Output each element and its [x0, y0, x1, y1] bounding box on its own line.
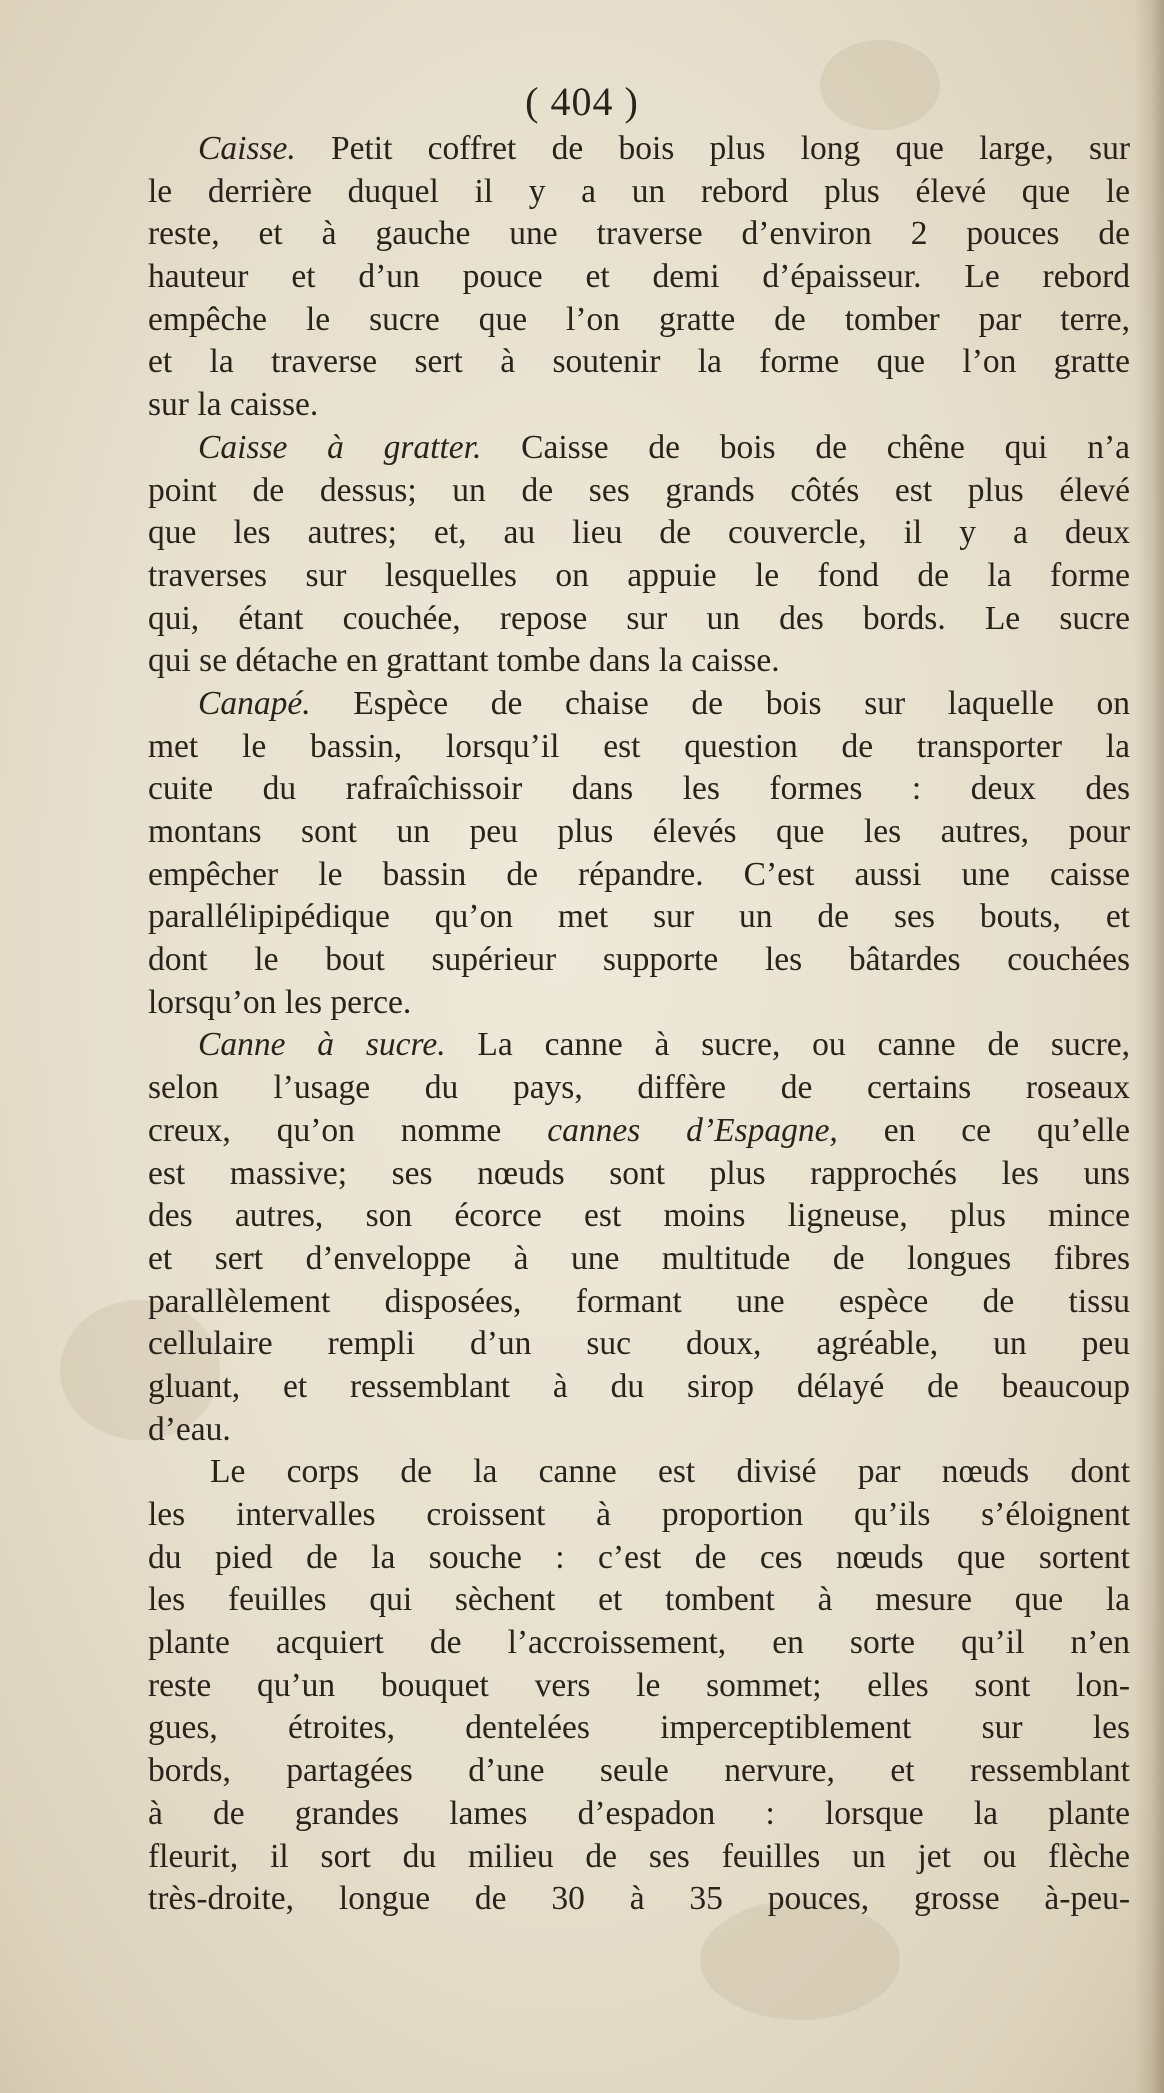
term-heading: Caisse à gratter. — [198, 428, 482, 466]
text-line — [148, 1793, 1130, 1836]
body-text — [148, 128, 1130, 1921]
text-segment: dont le bout supérieur supporte les bâtardes couchées — [148, 941, 1130, 979]
text-line — [148, 171, 1130, 214]
text-line — [148, 1281, 1130, 1324]
text-segment: met le bassin, lorsqu’il est question de transporter la — [148, 727, 1130, 765]
text-line — [148, 1537, 1130, 1580]
text-line — [148, 1366, 1130, 1409]
text-segment: plante acquiert de l’accroissement, en sorte qu’il n’en — [148, 1624, 1130, 1662]
text-line — [148, 768, 1130, 811]
term-heading: cannes d’Espagne, — [547, 1111, 838, 1149]
text-line — [148, 683, 1130, 726]
text-line — [148, 811, 1130, 854]
text-segment: gues, étroites, dentelées imperceptiblement sur les — [148, 1709, 1130, 1747]
text-segment: lorsqu’on les perce. — [148, 983, 412, 1021]
text-segment: très-droite, longue de 30 à 35 pouces, grosse à-peu- — [148, 1880, 1130, 1918]
text-line — [148, 470, 1130, 513]
text-line — [148, 512, 1130, 555]
text-segment: à de grandes lames d’espadon : lorsque la plante — [148, 1794, 1130, 1832]
text-line — [148, 384, 1130, 427]
text-segment: les intervalles croissent à proportion qu’ils s’éloignent — [148, 1496, 1130, 1533]
text-line — [148, 427, 1130, 470]
text-segment: reste, et à gauche une traverse d’environ 2 pouces de — [148, 215, 1130, 253]
text-line — [148, 1409, 1130, 1452]
text-segment: qui se détache en grattant tombe dans la caisse. — [148, 642, 780, 680]
text-segment: qui, étant couchée, repose sur un des bords. Le sucre — [148, 599, 1130, 637]
text-segment: parallèlement disposées, formant une espèce de tissu — [148, 1282, 1130, 1320]
text-segment: que les autres; et, au lieu de couvercle, il y a deux — [148, 514, 1130, 552]
text-segment: et la traverse sert à soutenir la forme que l’on gratte — [148, 343, 1130, 381]
page-number: ( 404 ) — [525, 79, 639, 124]
text-segment: les feuilles qui sèchent et tombent à mesure que la — [148, 1581, 1130, 1619]
text-segment: en ce qu’elle — [837, 1111, 1130, 1149]
text-line — [148, 555, 1130, 598]
text-line — [148, 939, 1130, 982]
text-segment: sur la caisse. — [148, 386, 319, 424]
term-heading: Canne à sucre. — [198, 1026, 446, 1064]
text-segment: gluant, et ressemblant à du sirop délayé de beaucoup — [148, 1367, 1130, 1405]
term-heading: Caisse. — [198, 130, 296, 167]
text-segment: empêcher le bassin de répandre. C’est aussi une caisse — [148, 855, 1130, 893]
text-segment: montans sont un peu plus élevés que les autres, pour — [148, 813, 1130, 850]
text-line — [148, 1707, 1130, 1750]
text-line — [148, 1238, 1130, 1281]
text-segment: le derrière duquel il y a un rebord plus élevé que le — [148, 172, 1130, 210]
text-line — [148, 1836, 1130, 1879]
text-segment: La canne à sucre, ou canne de sucre, — [445, 1026, 1130, 1064]
text-line — [148, 1323, 1130, 1366]
text-segment: Le corps de la canne est divisé par nœuds dont — [210, 1453, 1130, 1491]
text-line — [148, 1579, 1130, 1622]
text-line — [148, 1195, 1130, 1238]
text-segment: des autres, son écorce est moins ligneuse, plus mince — [148, 1197, 1130, 1235]
text-line — [148, 213, 1130, 256]
text-segment: creux, qu’on nomme — [148, 1111, 548, 1149]
text-segment: fleurit, il sort du milieu de ses feuilles un jet ou flèche — [148, 1837, 1130, 1875]
text-line — [148, 598, 1130, 641]
text-segment: du pied de la souche : c’est de ces nœuds que sortent — [148, 1538, 1130, 1576]
text-segment: Caisse de bois de chêne qui n’a — [481, 428, 1130, 466]
text-line — [148, 1878, 1130, 1921]
term-heading: Canapé. — [198, 684, 311, 722]
text-line — [148, 1067, 1130, 1110]
text-segment: point de dessus; un de ses grands côtés est plus élevé — [148, 471, 1130, 509]
text-segment: empêche le sucre que l’on gratte de tomber par terre, — [148, 300, 1130, 338]
text-line — [148, 640, 1130, 683]
text-segment: traverses sur lesquelles on appuie le fond de la forme — [148, 556, 1130, 594]
text-line — [148, 1110, 1130, 1153]
text-segment: bords, partagées d’une seule nervure, et ressemblant — [148, 1752, 1130, 1790]
text-segment: selon l’usage du pays, diffère de certains roseaux — [148, 1069, 1130, 1107]
text-line — [148, 1153, 1130, 1196]
text-segment: cuite du rafraîchissoir dans les formes : deux des — [148, 770, 1130, 808]
text-line — [148, 726, 1130, 769]
text-line — [148, 128, 1130, 171]
text-line — [148, 1451, 1130, 1494]
text-line — [148, 1622, 1130, 1665]
text-segment: reste qu’un bouquet vers le sommet; elles sont lon- — [148, 1666, 1130, 1704]
text-segment: et sert d’enveloppe à une multitude de longues fibres — [148, 1239, 1130, 1277]
text-line — [148, 982, 1130, 1025]
text-segment: d’eau. — [148, 1410, 231, 1448]
text-line — [148, 1750, 1130, 1793]
text-segment: hauteur et d’un pouce et demi d’épaisseur. Le rebord — [148, 258, 1130, 296]
text-segment: Petit coffret de bois plus long que large, sur — [295, 130, 1130, 167]
text-line — [148, 854, 1130, 897]
text-segment: parallélipipédique qu’on met sur un de ses bouts, et — [148, 898, 1130, 936]
text-line — [148, 341, 1130, 384]
text-line — [148, 1024, 1130, 1067]
text-line — [148, 896, 1130, 939]
text-line — [148, 1494, 1130, 1537]
text-segment: est massive; ses nœuds sont plus rapprochés les uns — [148, 1154, 1130, 1192]
page-edge-shadow — [1134, 0, 1164, 2093]
text-line — [148, 299, 1130, 342]
text-line — [148, 256, 1130, 299]
text-segment: cellulaire rempli d’un suc doux, agréable, un peu — [148, 1325, 1130, 1363]
text-line — [148, 1665, 1130, 1708]
text-segment: Espèce de chaise de bois sur laquelle on — [310, 684, 1130, 722]
